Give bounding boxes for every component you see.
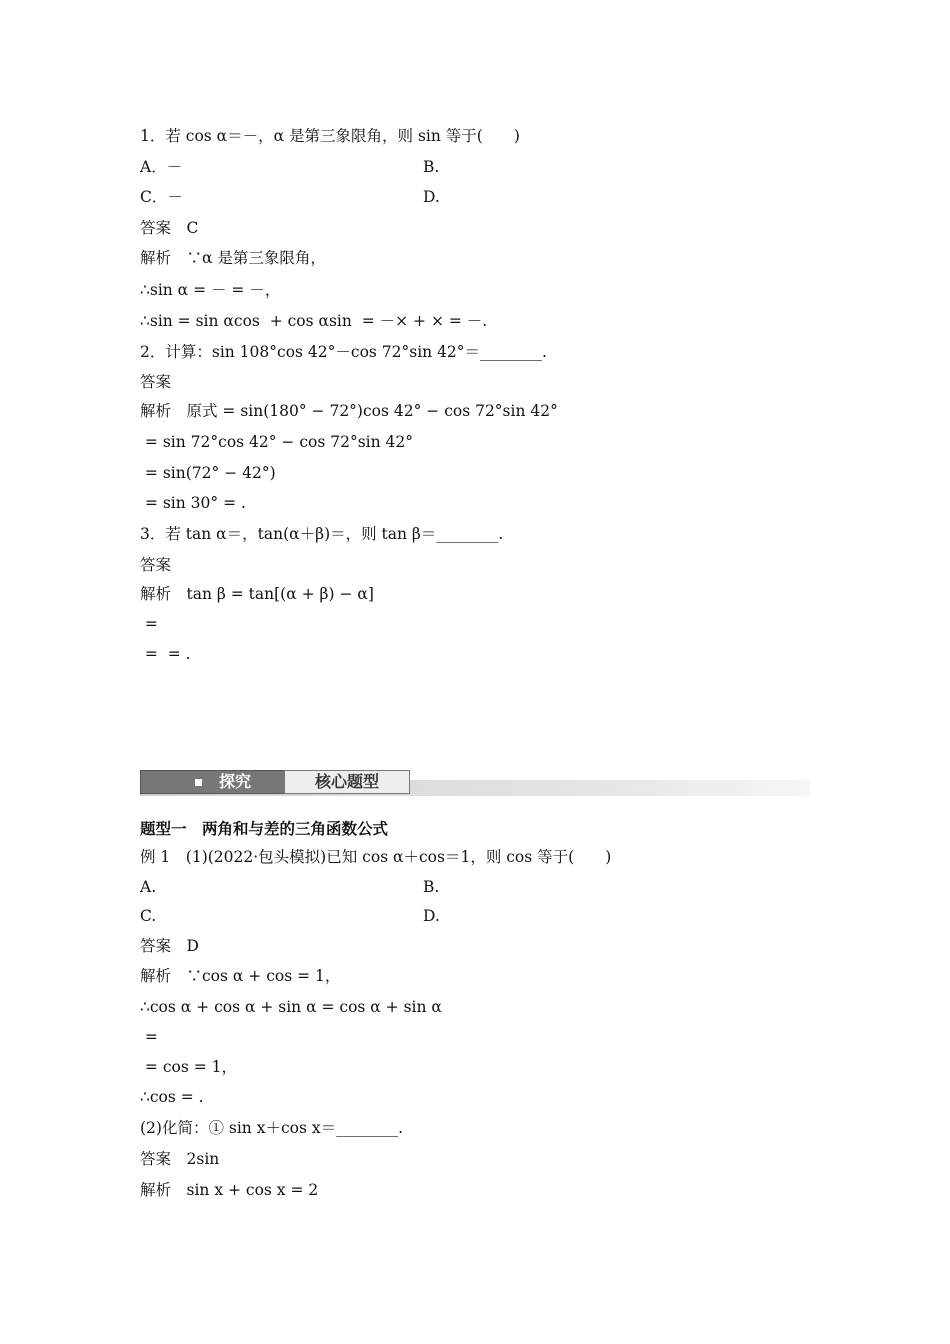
- solution-line: 解析 ∵cos α + cos = 1，: [140, 967, 341, 985]
- problem-1-stem: 1．若 cos α＝－，α 是第三象限角，则 sin 等于( ): [140, 127, 520, 145]
- banner-tag-label: 探究: [219, 772, 252, 791]
- solution-line: 解析 tan β = tan[(α + β) − α]: [140, 585, 374, 603]
- solution-line: = = .: [140, 645, 191, 663]
- banner-subtitle: 核心题型: [284, 770, 410, 794]
- solution-line: 解析 ∵α 是第三象限角，: [140, 249, 326, 267]
- solution-line: 解析 原式 = sin(180° − 72°)cos 42° − cos 72°sin 42°: [140, 402, 558, 420]
- option-b: B.: [423, 878, 440, 896]
- answer: 答案 2sin: [140, 1150, 220, 1168]
- solution-line: = cos = 1，: [140, 1058, 238, 1076]
- option-a: A．－: [140, 158, 183, 176]
- banner-tag: [140, 770, 285, 794]
- solution-line: ∴cos = .: [140, 1088, 204, 1106]
- solution-line: = sin 30° = .: [140, 494, 246, 512]
- answer: 答案: [140, 373, 172, 391]
- solution-line: =: [140, 1028, 158, 1046]
- answer: 答案: [140, 556, 172, 574]
- solution-line: 解析 sin x + cos x = 2: [140, 1181, 319, 1199]
- solution-line: = sin 72°cos 42° − cos 72°sin 42°: [140, 433, 414, 451]
- topic-heading: 题型一 两角和与差的三角函数公式: [140, 819, 389, 838]
- sub-question-2: (2)化简：① sin x＋cos x＝________.: [140, 1119, 404, 1137]
- option-b: B.: [423, 158, 440, 176]
- problem-2-stem: 2．计算：sin 108°cos 42°－cos 72°sin 42°＝________.: [140, 343, 547, 361]
- option-c: C．－: [140, 188, 183, 206]
- problem-3-stem: 3．若 tan α＝，tan(α＋β)＝，则 tan β＝________.: [140, 525, 504, 543]
- option-d: D.: [423, 188, 440, 206]
- option-d: D.: [423, 907, 440, 925]
- section-banner: [140, 770, 810, 798]
- solution-line: ∴cos α + cos α + sin α = cos α + sin α: [140, 998, 442, 1016]
- option-c: C.: [140, 907, 157, 925]
- square-bullet-icon: [195, 779, 202, 786]
- option-a: A.: [140, 878, 157, 896]
- answer: 答案 D: [140, 937, 199, 955]
- solution-line: = sin(72° − 42°): [140, 464, 276, 482]
- solution-line: ∴sin = sin αcos + cos αsin = －× + × = －.: [140, 312, 488, 330]
- solution-line: ∴sin α = － = －，: [140, 281, 281, 299]
- answer: 答案 C: [140, 219, 199, 237]
- example-1-stem: 例 1 (1)(2022·包头模拟)已知 cos α＋cos＝1，则 cos 等于( ): [140, 848, 612, 866]
- solution-line: =: [140, 615, 158, 633]
